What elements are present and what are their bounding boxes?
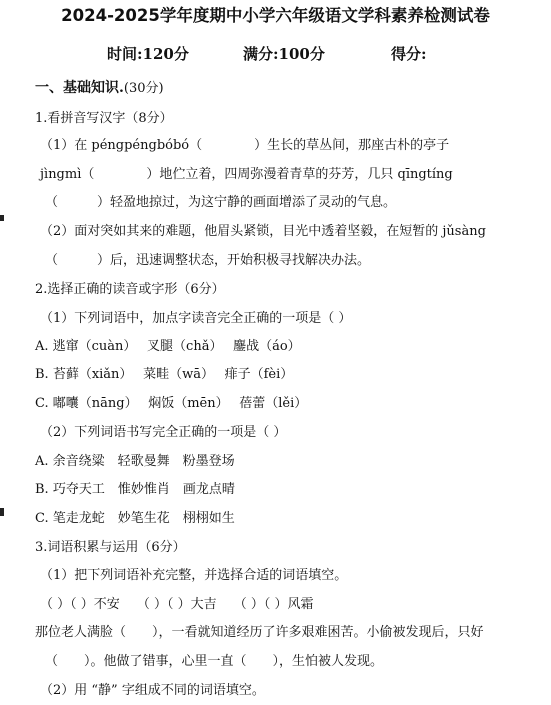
q2-sub2-option-b: B. 巧夺天工 惟妙惟肖 画龙点晴 bbox=[35, 482, 235, 497]
q3-sub1: （1）把下列词语补充完整，并选择合适的词语填空。 bbox=[40, 568, 348, 583]
q1-p2-line2: （ ）后，迅速调整状态，开始积极寻找解决办法。 bbox=[45, 253, 371, 268]
full-score: 满分:100分 bbox=[243, 45, 325, 63]
q3-fill-blanks: （ ）（ ）不安 （ ）（ ）大吉 （ ）（ ）风霜 bbox=[40, 597, 314, 612]
q2-sub2: （2）下列词语书写完全正确的一项是（ ） bbox=[40, 425, 287, 440]
binding-mark bbox=[0, 508, 4, 516]
q1-label: 1.看拼音写汉字（8分） bbox=[35, 111, 173, 126]
q2-sub1-option-b: B. 苔藓（xiǎn） 菜畦（wā） 痱子（fèi） bbox=[35, 367, 294, 382]
q1-p2-line1: （2）面对突如其来的难题，他眉头紧锁，目光中透着坚毅，在短暂的 jǔsàng bbox=[40, 224, 486, 239]
q2-sub2-option-c: C. 笔走龙蛇 妙笔生花 栩栩如生 bbox=[35, 511, 235, 526]
q1-p1-line3: （ ）轻盈地掠过，为这宁静的画面增添了灵动的气息。 bbox=[45, 195, 397, 210]
section-1-label: 一、基础知识. bbox=[35, 80, 124, 96]
q3-paragraph-line1: 那位老人满脸（ ），一看就知道经历了许多艰难困苦。小偷被发现后，只好 bbox=[35, 625, 484, 640]
q1-p1-line1: （1）在 péngpéngbóbó（ ）生长的草丛间，那座古朴的亭子 bbox=[40, 138, 450, 153]
section-1-points: (30分) bbox=[123, 81, 164, 96]
page-title: 2024-2025学年度期中小学六年级语文学科素养检测试卷 bbox=[61, 6, 490, 25]
q2-label: 2.选择正确的读音或字形（6分） bbox=[35, 282, 225, 297]
q3-paragraph-line2: （ ）。他做了错事，心里一直（ ），生怕被人发现。 bbox=[45, 654, 384, 669]
binding-mark bbox=[0, 215, 4, 221]
exam-time: 时间:120分 bbox=[107, 45, 189, 63]
section-1-heading bbox=[35, 79, 164, 98]
score-obtained: 得分: bbox=[391, 45, 427, 63]
q2-sub1-option-c: C. 嘟囔（nāng） 焖饭（mēn） 蓓蕾（lěi） bbox=[35, 396, 308, 411]
q2-sub2-option-a: A. 余音绕粱 轻歌曼舞 粉墨登场 bbox=[35, 454, 235, 469]
q3-sub2: （2）用 “静” 字组成不同的词语填空。 bbox=[40, 683, 265, 698]
q1-p1-line2: jìngmì（ ）地伫立着，四周弥漫着青草的芬芳，几只 qīngtíng bbox=[40, 167, 453, 182]
q2-sub1-option-a: A. 逃窜（cuàn） 叉腿（chǎ） 鏖战（áo） bbox=[35, 339, 301, 354]
q2-sub1: （1）下列词语中，加点字读音完全正确的一项是（ ） bbox=[40, 311, 352, 326]
q3-label: 3.词语积累与运用（6分） bbox=[35, 540, 186, 555]
